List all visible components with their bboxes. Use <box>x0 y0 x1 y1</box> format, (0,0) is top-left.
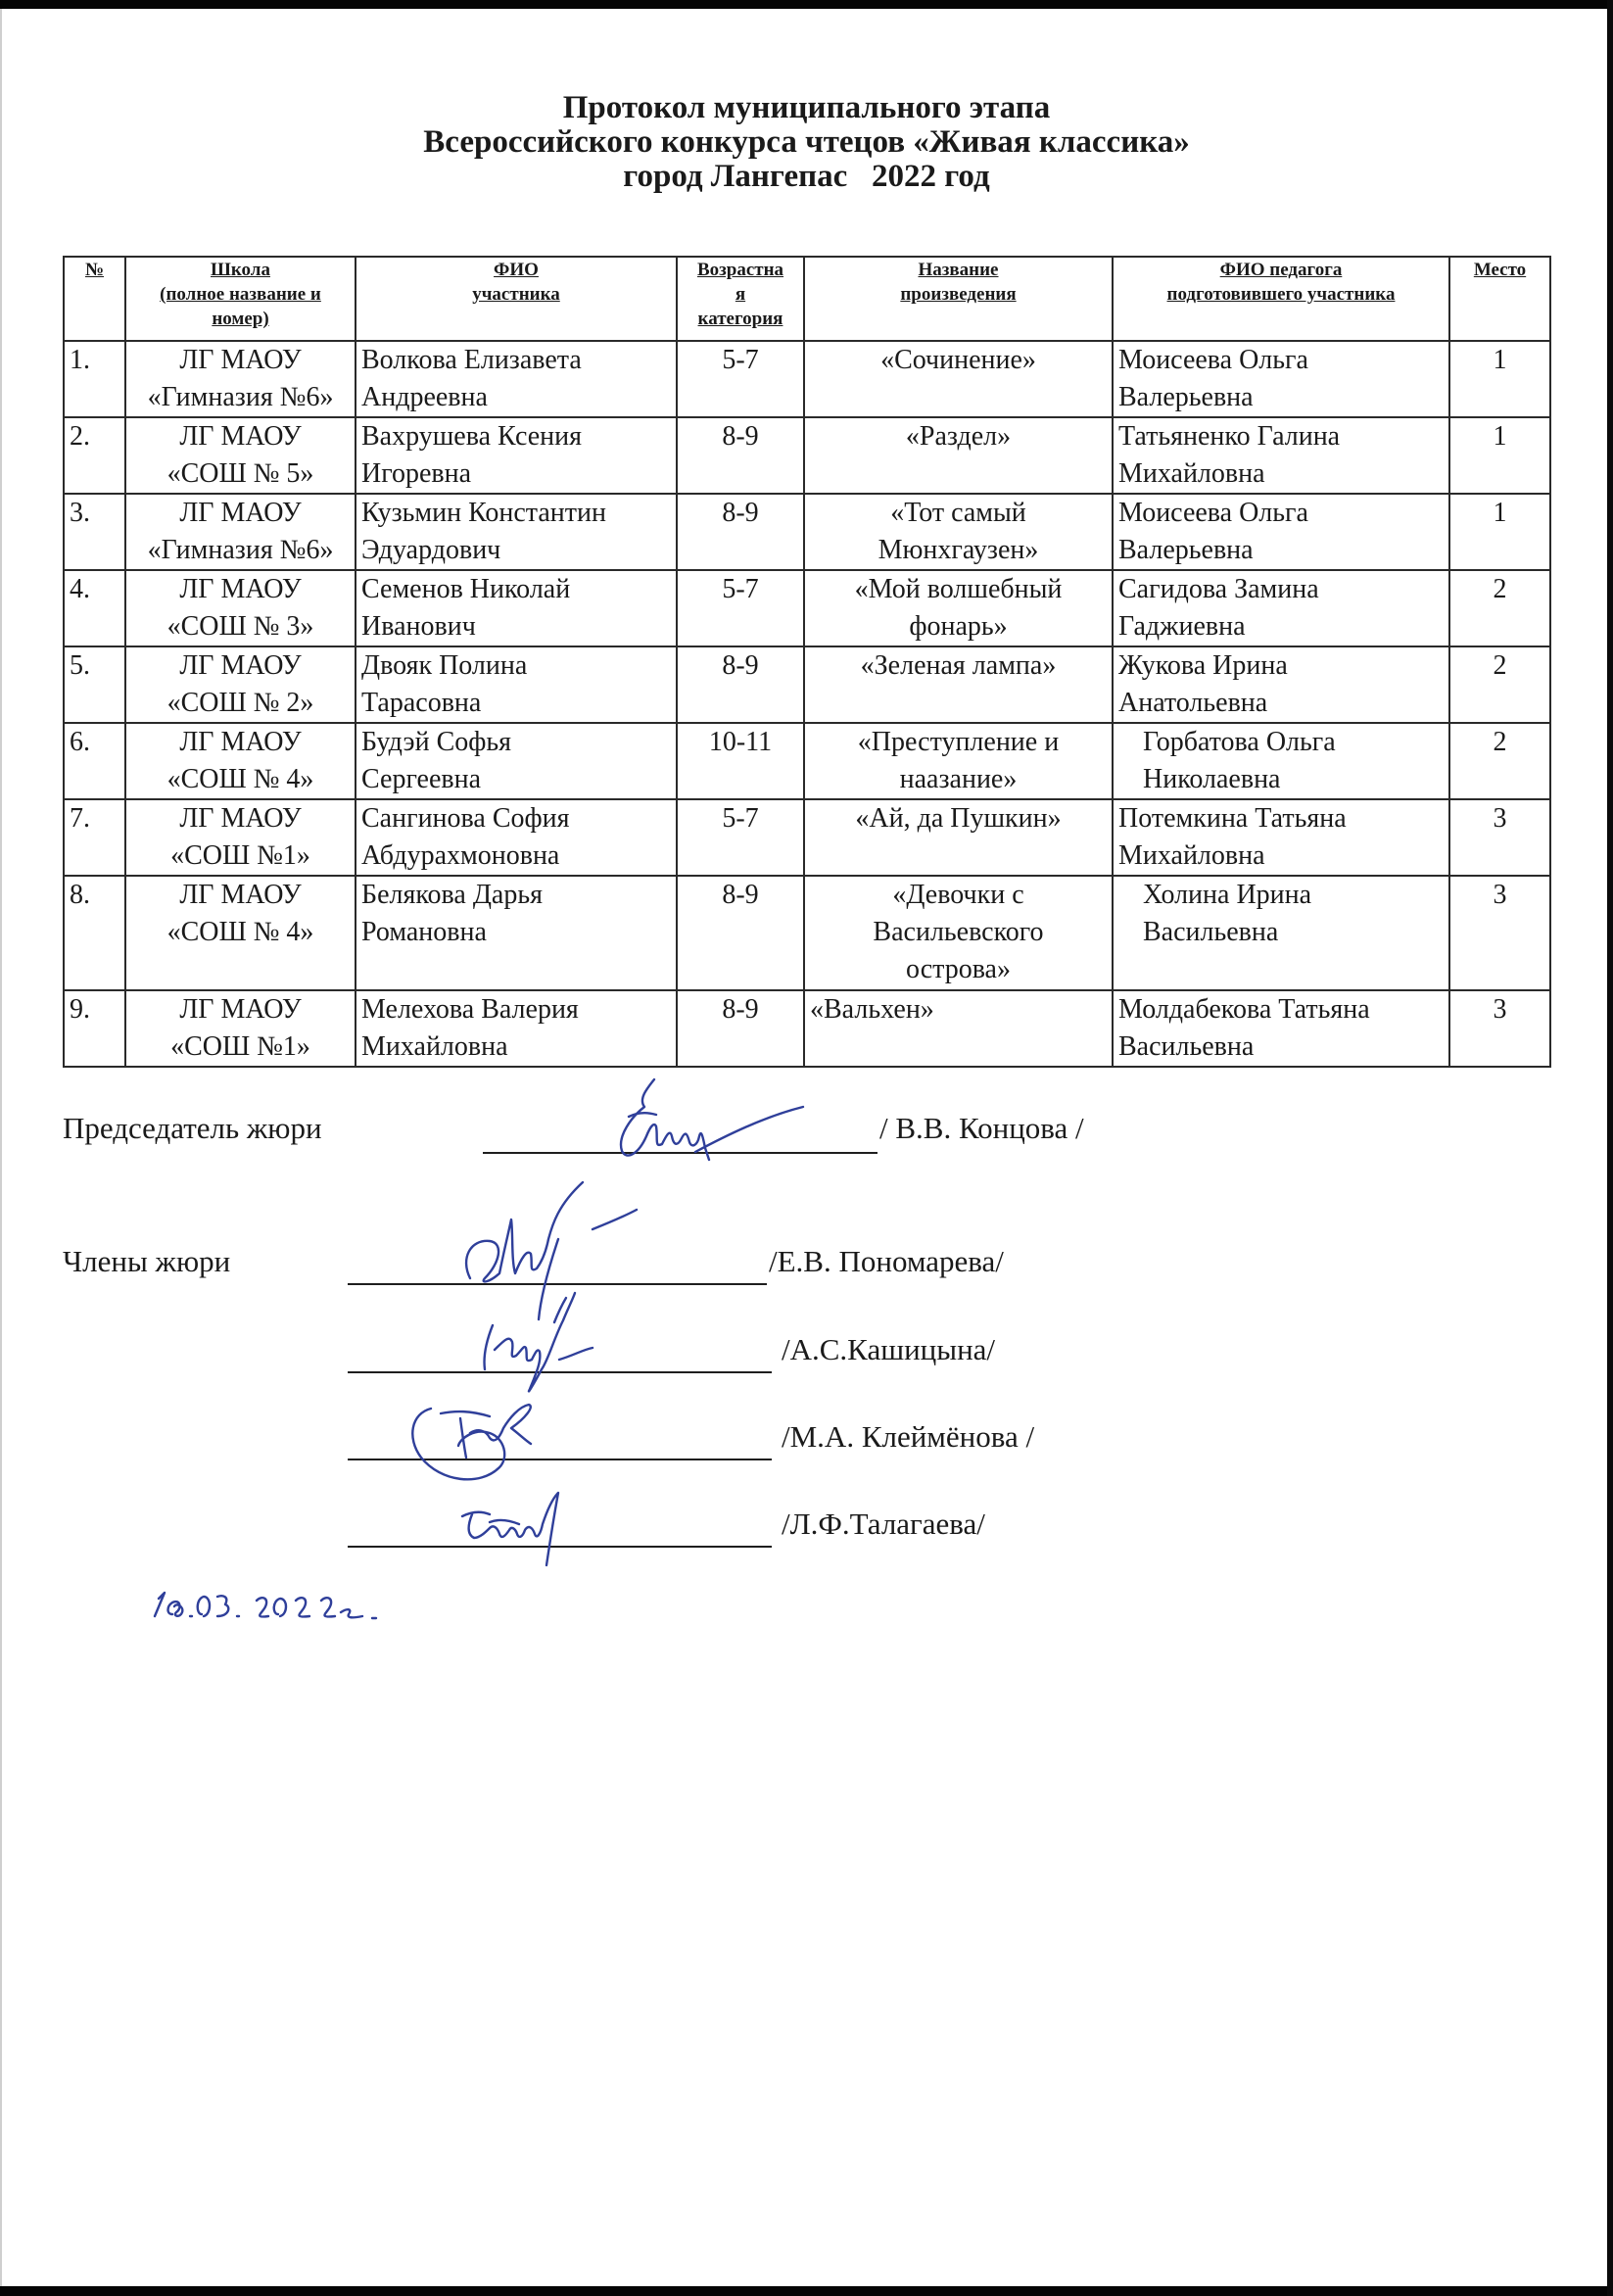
cell-work-title-line: «Ай, да Пушкин» <box>855 803 1062 834</box>
cell-work-title-line: наазание» <box>899 764 1018 794</box>
header-school-line: Школа <box>211 260 270 280</box>
cell-participant <box>356 799 677 876</box>
member-2-signature <box>465 1291 632 1399</box>
cell-school <box>125 799 356 876</box>
table-row <box>64 417 1550 494</box>
cell-age-category: 5-7 <box>677 341 804 417</box>
header-participant <box>356 257 677 341</box>
cell-school <box>125 646 356 723</box>
chair-name: / В.В. Концова / <box>879 1111 1084 1145</box>
header-place <box>1449 257 1550 341</box>
cell-work-title-line: «Раздел» <box>905 421 1012 452</box>
member-4-signature <box>451 1485 617 1573</box>
cell-participant-line: Романовна <box>361 917 487 947</box>
header-age-category <box>677 257 804 341</box>
cell-work-title-line: Васильевского <box>873 917 1044 947</box>
header-number-line: № <box>84 260 105 280</box>
cell-participant <box>356 876 677 990</box>
cell-teacher-line: Потемкина Татьяна <box>1118 803 1347 834</box>
member-4-name: /Л.Ф.Талагаева/ <box>782 1507 985 1541</box>
header-school-line: номер) <box>212 309 269 329</box>
table-row <box>64 723 1550 799</box>
cell-place: 3 <box>1449 876 1550 990</box>
scan-border-bottom <box>0 2286 1613 2296</box>
cell-school <box>125 494 356 570</box>
chair-label: Председатель жюри <box>63 1111 322 1145</box>
cell-teacher <box>1113 723 1449 799</box>
cell-age-category: 8-9 <box>677 646 804 723</box>
cell-teacher-line: Сагидова Замина <box>1118 574 1319 604</box>
cell-school-line: «СОШ № 4» <box>166 917 314 947</box>
cell-participant-line: Белякова Дарья <box>361 880 543 910</box>
header-place-line: Место <box>1473 260 1527 280</box>
cell-participant <box>356 646 677 723</box>
scan-border-right <box>1607 0 1613 2296</box>
cell-number: 5. <box>64 646 125 723</box>
header-number <box>64 257 125 341</box>
table-row <box>64 494 1550 570</box>
cell-school-line: «Гимназия №6» <box>147 382 334 412</box>
title-line-3: город Лангепас 2022 год <box>623 159 990 194</box>
cell-teacher-line: Холина Ирина <box>1143 880 1312 910</box>
cell-school-line: ЛГ МАОУ <box>179 650 302 681</box>
results-table <box>63 256 1551 1068</box>
cell-teacher-line: Николаевна <box>1143 764 1281 794</box>
header-school <box>125 257 356 341</box>
cell-work-title <box>804 799 1113 876</box>
cell-participant-line: Волкова Елизавета <box>361 345 582 375</box>
cell-age-category: 8-9 <box>677 876 804 990</box>
cell-number: 9. <box>64 990 125 1067</box>
cell-teacher-line: Анатольевна <box>1118 688 1268 718</box>
cell-school <box>125 341 356 417</box>
cell-participant <box>356 570 677 646</box>
table-row <box>64 570 1550 646</box>
cell-school-line: «СОШ №1» <box>170 840 310 871</box>
header-age-category-line: категория <box>697 309 783 329</box>
cell-participant-line: Будэй Софья <box>361 727 512 757</box>
scan-border-top <box>0 0 1613 9</box>
cell-participant-line: Сергеевна <box>361 764 482 794</box>
cell-school <box>125 723 356 799</box>
title-line-1: Протокол муниципального этапа <box>562 90 1051 125</box>
cell-number: 4. <box>64 570 125 646</box>
cell-participant-line: Двояк Полина <box>361 650 528 681</box>
cell-school-line: «СОШ № 4» <box>166 764 314 794</box>
cell-school-line: ЛГ МАОУ <box>179 498 302 528</box>
table-row <box>64 646 1550 723</box>
cell-teacher-line: Горбатова Ольга <box>1143 727 1336 757</box>
cell-number: 8. <box>64 876 125 990</box>
cell-work-title-line: фонарь» <box>909 611 1008 642</box>
table-row <box>64 341 1550 417</box>
cell-teacher <box>1113 494 1449 570</box>
cell-work-title-line: острова» <box>906 954 1011 984</box>
cell-school-line: «СОШ №1» <box>170 1031 310 1062</box>
cell-participant-line: Абдурахмоновна <box>361 840 560 871</box>
cell-school-line: «СОШ № 3» <box>166 611 314 642</box>
cell-work-title <box>804 646 1113 723</box>
cell-teacher-line: Михайловна <box>1118 840 1265 871</box>
cell-work-title <box>804 723 1113 799</box>
table-row <box>64 990 1550 1067</box>
cell-work-title-line: «Зеленая лампа» <box>860 650 1057 681</box>
cell-participant <box>356 723 677 799</box>
cell-age-category: 10-11 <box>677 723 804 799</box>
table-row <box>64 799 1550 876</box>
cell-participant-line: Эдуардович <box>361 535 501 565</box>
cell-place: 3 <box>1449 990 1550 1067</box>
header-participant-line: участника <box>472 284 560 305</box>
header-school-line: (полное название и <box>160 284 321 305</box>
cell-school <box>125 876 356 990</box>
cell-age-category: 8-9 <box>677 494 804 570</box>
cell-place: 2 <box>1449 723 1550 799</box>
cell-participant-line: Семенов Николай <box>361 574 571 604</box>
cell-participant-line: Мелехова Валерия <box>361 994 579 1025</box>
table-body <box>64 341 1550 1067</box>
header-participant-line: ФИО <box>494 260 539 280</box>
cell-work-title-line: «Девочки с <box>892 880 1024 910</box>
table-header-row <box>64 257 1550 341</box>
cell-teacher <box>1113 876 1449 990</box>
title-line-2: Всероссийского конкурса чтецов «Живая классика» <box>423 124 1190 160</box>
member-2-name: /А.С.Кашицына/ <box>782 1332 996 1366</box>
cell-teacher <box>1113 990 1449 1067</box>
cell-participant <box>356 494 677 570</box>
cell-age-category: 5-7 <box>677 570 804 646</box>
cell-school-line: ЛГ МАОУ <box>179 574 302 604</box>
cell-number: 1. <box>64 341 125 417</box>
cell-participant-line: Вахрушева Ксения <box>361 421 583 452</box>
cell-age-category: 5-7 <box>677 799 804 876</box>
cell-teacher-line: Валерьевна <box>1118 535 1254 565</box>
header-work-title-line: произведения <box>900 284 1017 305</box>
table-row <box>64 876 1550 990</box>
header-work-title <box>804 257 1113 341</box>
cell-work-title <box>804 990 1113 1067</box>
members-label: Члены жюри <box>63 1244 231 1278</box>
cell-participant-line: Игоревна <box>361 458 472 489</box>
cell-participant-line: Сангинова София <box>361 803 570 834</box>
cell-teacher-line: Моисеева Ольга <box>1118 345 1308 375</box>
cell-school-line: ЛГ МАОУ <box>179 345 302 375</box>
handwritten-date <box>147 1579 470 1628</box>
header-teacher-line: подготовившего участника <box>1166 284 1396 305</box>
cell-participant-line: Андреевна <box>361 382 488 412</box>
cell-participant <box>356 417 677 494</box>
header-age-category-line: я <box>735 284 746 305</box>
cell-school-line: ЛГ МАОУ <box>179 994 302 1025</box>
member-3-name: /М.А. Клеймёнова / <box>782 1419 1035 1454</box>
cell-number: 3. <box>64 494 125 570</box>
cell-age-category: 8-9 <box>677 990 804 1067</box>
cell-school-line: «СОШ № 2» <box>166 688 314 718</box>
cell-teacher <box>1113 646 1449 723</box>
cell-school-line: «Гимназия №6» <box>147 535 334 565</box>
header-teacher <box>1113 257 1449 341</box>
cell-school <box>125 417 356 494</box>
cell-place: 2 <box>1449 646 1550 723</box>
cell-place: 2 <box>1449 570 1550 646</box>
cell-place: 3 <box>1449 799 1550 876</box>
cell-participant-line: Иванович <box>361 611 476 642</box>
cell-teacher-line: Васильевна <box>1118 1031 1255 1062</box>
cell-participant-line: Михайловна <box>361 1031 508 1062</box>
cell-school <box>125 990 356 1067</box>
header-age-category-line: Возрастна <box>696 260 784 280</box>
cell-number: 7. <box>64 799 125 876</box>
cell-number: 2. <box>64 417 125 494</box>
cell-place: 1 <box>1449 494 1550 570</box>
chair-signature <box>578 1077 832 1166</box>
cell-teacher <box>1113 570 1449 646</box>
cell-place: 1 <box>1449 341 1550 417</box>
cell-work-title-line: «Вальхен» <box>810 994 934 1025</box>
cell-work-title-line: «Тот самый <box>890 498 1026 528</box>
cell-teacher-line: Моисеева Ольга <box>1118 498 1308 528</box>
cell-place: 1 <box>1449 417 1550 494</box>
cell-teacher <box>1113 417 1449 494</box>
cell-participant <box>356 990 677 1067</box>
cell-teacher <box>1113 799 1449 876</box>
cell-school <box>125 570 356 646</box>
cell-teacher-line: Валерьевна <box>1118 382 1254 412</box>
cell-teacher-line: Молдабекова Татьяна <box>1118 994 1370 1025</box>
cell-work-title <box>804 341 1113 417</box>
header-teacher-line: ФИО педагога <box>1219 260 1343 280</box>
member-3-signature <box>402 1389 597 1497</box>
member-1-name: /Е.В. Пономарева/ <box>769 1244 1004 1278</box>
cell-school-line: ЛГ МАОУ <box>179 727 302 757</box>
cell-age-category: 8-9 <box>677 417 804 494</box>
cell-school-line: ЛГ МАОУ <box>179 421 302 452</box>
document-title <box>0 91 1613 194</box>
cell-school-line: ЛГ МАОУ <box>179 803 302 834</box>
cell-number: 6. <box>64 723 125 799</box>
cell-teacher-line: Михайловна <box>1118 458 1265 489</box>
scan-border-left <box>0 9 2 2286</box>
cell-work-title <box>804 417 1113 494</box>
cell-teacher-line: Гаджиевна <box>1118 611 1246 642</box>
cell-work-title-line: «Мой волшебный <box>854 574 1063 604</box>
cell-teacher <box>1113 341 1449 417</box>
cell-work-title <box>804 494 1113 570</box>
cell-teacher-line: Татьяненко Галина <box>1118 421 1341 452</box>
cell-teacher-line: Васильевна <box>1143 917 1279 947</box>
cell-school-line: «СОШ № 5» <box>166 458 314 489</box>
cell-participant-line: Кузьмин Константин <box>361 498 606 528</box>
cell-work-title <box>804 570 1113 646</box>
cell-work-title <box>804 876 1113 990</box>
cell-teacher-line: Жукова Ирина <box>1118 650 1288 681</box>
header-work-title-line: Название <box>918 260 999 280</box>
cell-work-title-line: Мюнхгаузен» <box>878 535 1039 565</box>
cell-work-title-line: «Преступление и <box>857 727 1060 757</box>
cell-school-line: ЛГ МАОУ <box>179 880 302 910</box>
cell-work-title-line: «Сочинение» <box>880 345 1036 375</box>
cell-participant <box>356 341 677 417</box>
cell-participant-line: Тарасовна <box>361 688 482 718</box>
